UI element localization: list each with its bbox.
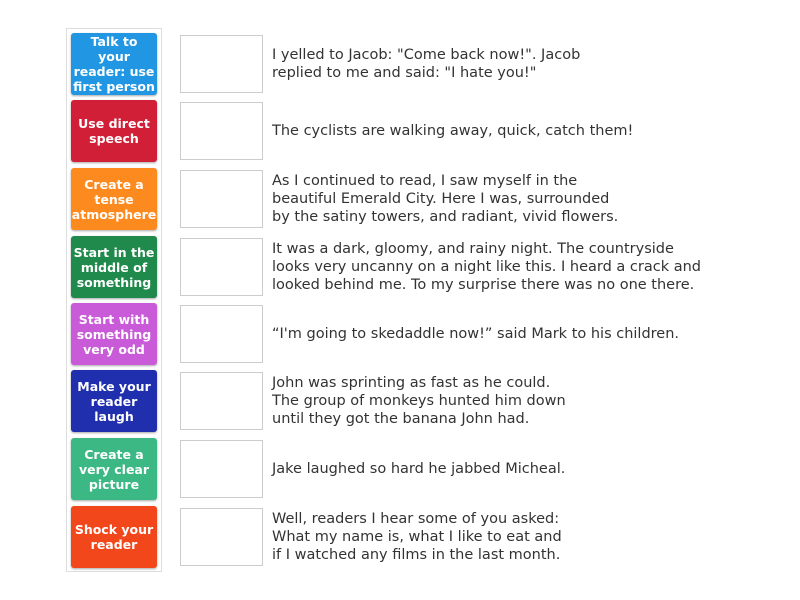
drop-slot[interactable] (180, 35, 263, 93)
draggable-card[interactable]: Talk to your reader: use first person (71, 33, 157, 95)
drop-slot[interactable] (180, 102, 263, 160)
drop-slot[interactable] (180, 508, 263, 566)
draggable-card[interactable]: Create a tense atmosphere (71, 168, 157, 230)
draggable-card[interactable]: Start in the middle of something (71, 236, 157, 298)
sentence-text: It was a dark, gloomy, and rainy night. The countryside looks very uncanny on a night like this. I heard a crack and looked behind me. To my surprise there was no one there. (272, 241, 701, 293)
sentence-text: I yelled to Jacob: "Come back now!". Jacob replied to me and said: "I hate you!" (272, 47, 581, 81)
drop-slot[interactable] (180, 372, 263, 430)
drop-slot[interactable] (180, 170, 263, 228)
draggable-card[interactable]: Make your reader laugh (71, 370, 157, 432)
sentence-text: John was sprinting as fast as he could. The group of monkeys hunted him down until they got the banana John had. (272, 375, 566, 427)
sentence-text: Well, readers I hear some of you asked: What my name is, what I like to eat and if I watched any films in the last month. (272, 511, 562, 563)
draggable-card[interactable]: Create a very clear picture (71, 438, 157, 500)
sentence-text: “I'm going to skedaddle now!” said Mark to his children. (272, 326, 680, 342)
sentence-text: As I continued to read, I saw myself in the beautiful Emerald City. Here I was, surrounded by the satiny towers, and radiant, vivid flowers. (272, 173, 619, 225)
drop-slot[interactable] (180, 440, 263, 498)
draggable-card[interactable]: Start with something very odd (71, 303, 157, 365)
sentence-text: Jake laughed so hard he jabbed Micheal. (272, 461, 566, 477)
sentence-text: The cyclists are walking away, quick, catch them! (272, 123, 634, 139)
drop-slot[interactable] (180, 238, 263, 296)
drop-slot[interactable] (180, 305, 263, 363)
draggable-card[interactable]: Use direct speech (71, 100, 157, 162)
draggable-card[interactable]: Shock your reader (71, 506, 157, 568)
